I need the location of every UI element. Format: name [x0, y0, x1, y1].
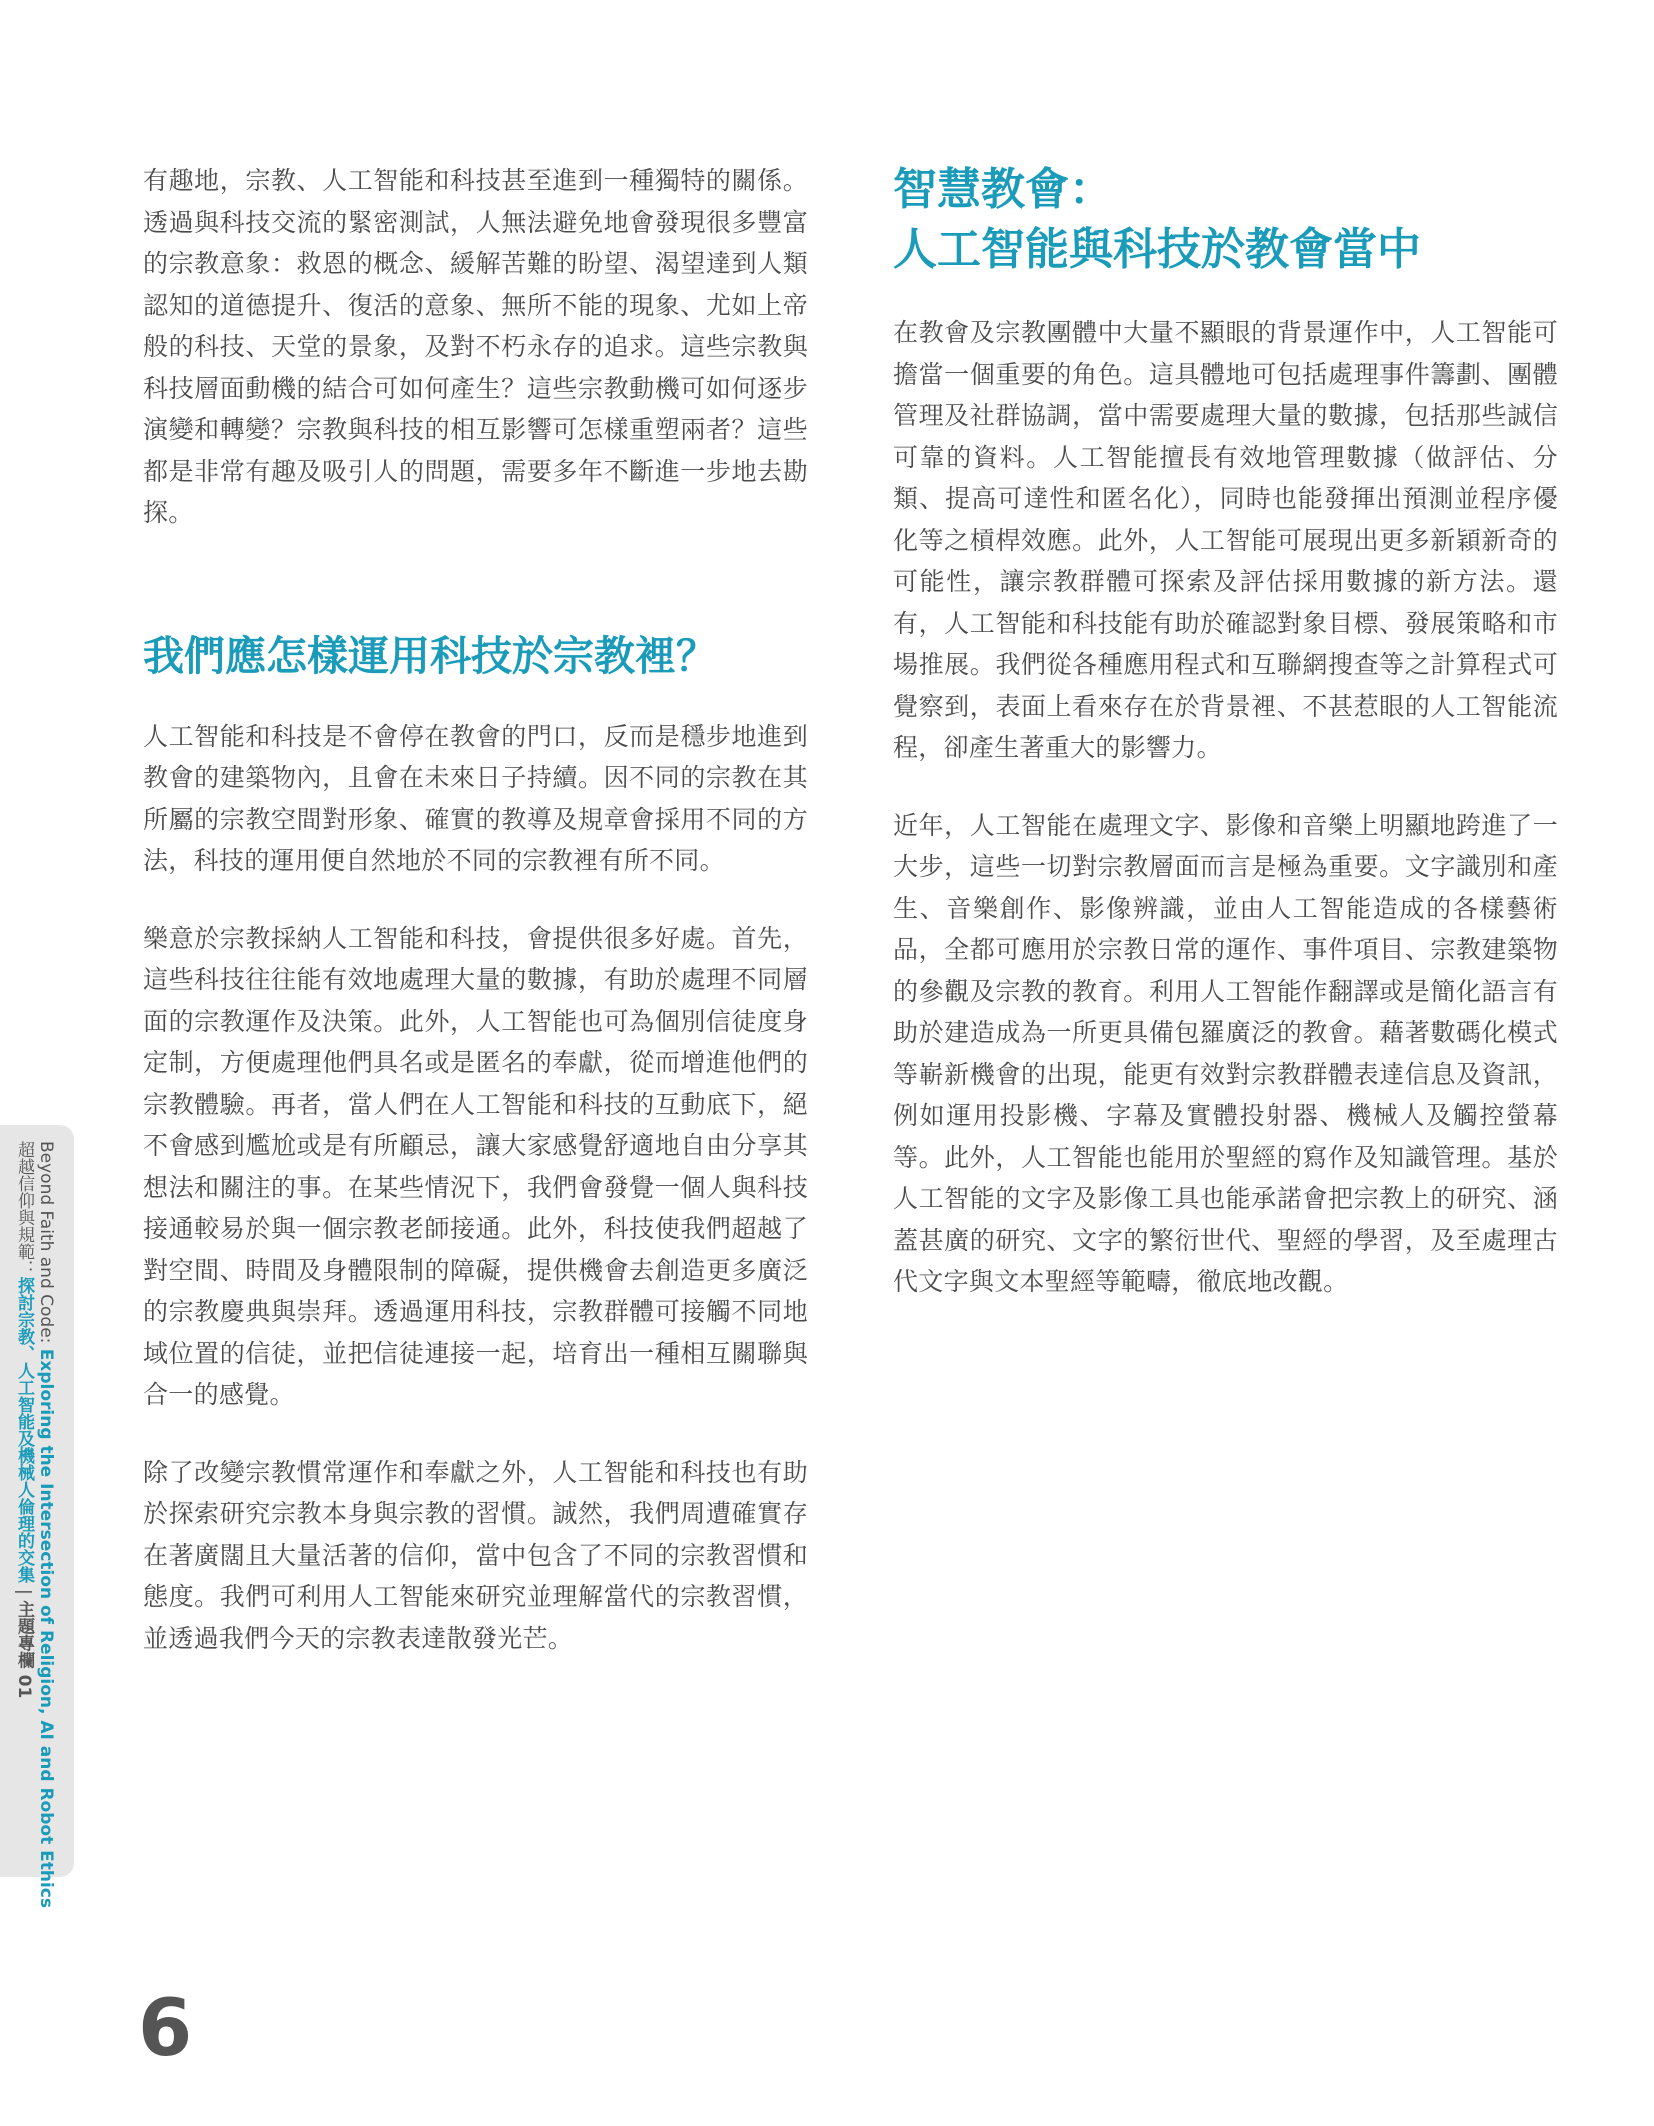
heading-line-1: 智慧教會：	[893, 164, 1113, 215]
smart-church-heading	[893, 160, 1558, 280]
section-heading: 我們應怎樣運用科技於宗教裡？	[143, 631, 717, 680]
right-column	[893, 160, 1558, 1339]
intro-paragraph: 有趣地，宗教、人工智能和科技甚至進到一種獨特的關係。透過與科技交流的緊密測試，人無法避免地會發現很多豐富的宗教意象：救恩的概念、緩解苦難的盼望、渴望達到人類認知的道德提升、復活的意象、無所不能的現象、尤如上帝般的科技、天堂的景象，及對不朽永存的追求。這些宗教與科技層面動機的結合可如何產生？這些宗教動機可如何逐步演變和轉變？宗教與科技的相互影響可怎樣重塑兩者？這些都是非常有趣及吸引人的問題，需要多年不斷進一步地去勘探。	[143, 166, 808, 527]
page-number: 6	[138, 1984, 193, 2074]
side-tab-text	[14, 1141, 56, 1908]
side-english-title: Beyond Faith and Code: Exploring the Intersection of Religion, AI and Robot Ethics	[36, 1141, 56, 1908]
body-paragraph: 人工智能和科技是不會停在教會的門口，反而是穩步地進到教會的建築物內，且會在未來日子持續。因不同的宗教在其所屬的宗教空間對形象、確實的教導及規章會採用不同的方法，科技的運用便自然地於不同的宗教裡有所不同。	[143, 721, 808, 875]
separator: |	[14, 1589, 34, 1595]
body-paragraph: 樂意於宗教採納人工智能和科技，會提供很多好處。首先，這些科技往往能有效地處理大量的數據，有助於處理不同層面的宗教運作及決策。此外，人工智能也可為個別信徒度身定制，方便處理他們具名或是匿名的奉獻，從而增進他們的宗教體驗。再者，當人們在人工智能和科技的互動底下，絕不會感到尷尬或是有所顧忌，讓大家感覺舒適地自由分享其想法和關注的事。在某些情況下，我們會發覺一個人與科技接通較易於與一個宗教老師接通。此外，科技使我們超越了對空間、時間及身體限制的障礙，提供機會去創造更多廣泛的宗教慶典與崇拜。透過運用科技，宗教群體可接觸不同地域位置的信徒，並把信徒連接一起，培育出一種相互關聯與合一的感覺。	[143, 923, 808, 1409]
series-label: 主題專欄 01	[14, 1600, 34, 1699]
body-paragraph: 近年，人工智能在處理文字、影像和音樂上明顯地跨進了一大步，這些一切對宗教層面而言是極為重要。文字識別和產生、音樂創作、影像辨識，並由人工智能造成的各樣藝術品，全都可應用於宗教日常的運作、事件項目、宗教建築物的參觀及宗教的教育。利用人工智能作翻譯或是簡化語言有助於建造成為一所更具備包羅廣泛的教會。藉著數碼化模式等嶄新機會的出現，能更有效對宗教群體表達信息及資訊，例如運用投影機、字幕及實體投射器、機械人及觸控螢幕等。此外，人工智能也能用於聖經的寫作及知識管理。基於人工智能的文字及影像工具也能承諾會把宗教上的研究、涵蓋甚廣的研究、文字的繁衍世代、聖經的學習，及至處理古代文字與文本聖經等範疇，徹底地改觀。	[893, 810, 1558, 1296]
body-paragraph: 除了改變宗教慣常運作和奉獻之外，人工智能和科技也有助於探索研究宗教本身與宗教的習慣。誠然，我們周遭確實存在著廣闊且大量活著的信仰，當中包含了不同的宗教習慣和態度。我們可利用人工智能來研究並理解當代的宗教習慣，並透過我們今天的宗教表達散發光芒。	[143, 1457, 808, 1653]
body-paragraph: 在教會及宗教團體中大量不顯眼的背景運作中，人工智能可擔當一個重要的角色。這具體地可包括處理事件籌劃、團體管理及社群協調，當中需要處理大量的數據，包括那些誠信可靠的資料。人工智能擅長有效地管理數據（做評估、分類、提高可達性和匿名化），同時也能發揮出預測並程序優化等之槓桿效應。此外，人工智能可展現出更多新穎新奇的可能性，讓宗教群體可探索及評估採用數據的新方法。還有，人工智能和科技能有助於確認對象目標、發展策略和市場推展。我們從各種應用程式和互聯網搜查等之計算程式可覺察到，表面上看來存在於背景裡、不甚惹眼的人工智能流程，卻產生著重大的影響力。	[893, 318, 1558, 762]
left-column	[143, 160, 808, 1695]
side-chinese-title: 超越信仰與規範：探討宗教、人工智能及機械人倫理的交集|主題專欄 01	[14, 1141, 34, 1699]
heading-line-2: 人工智能與科技於教會當中	[893, 224, 1421, 275]
